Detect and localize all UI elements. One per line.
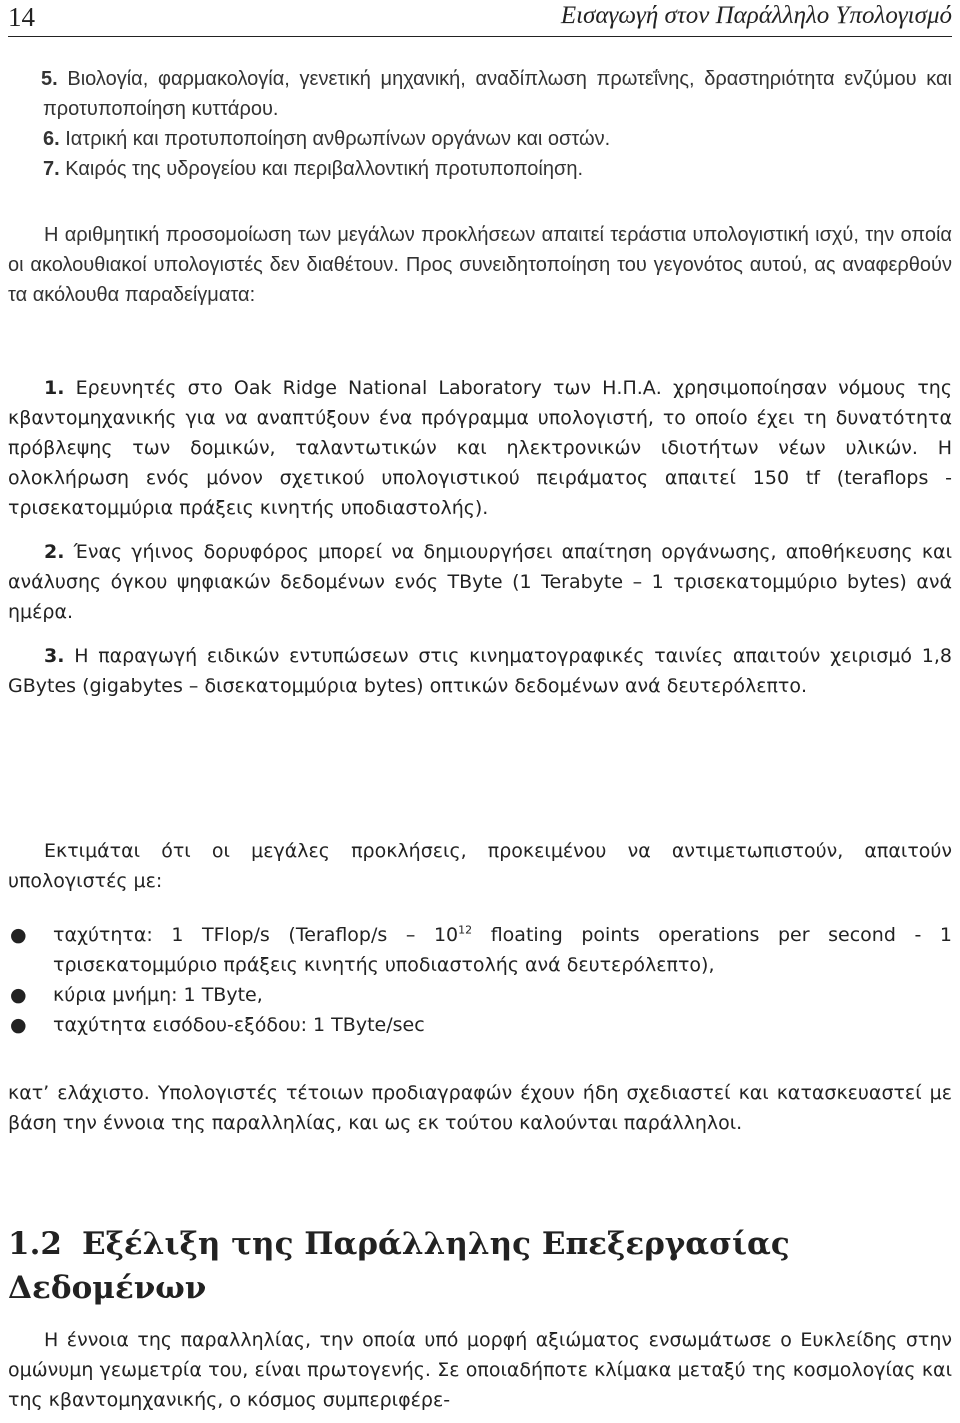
list-item: 1. Ερευνητές στο Oak Ridge National Laboratory των Η.Π.Α. χρησιμοποίησαν νόμους της κβαντομηχανικής για να αναπτύξουν ένα πρόγραμμα υπολογιστή, το οποίο έχει τη δυνατότητα πρόβλεψης των δομικών, ταλαντωτικών και ηλεκτρονικών ιδιοτήτων νέων υλικών. Η ολοκλήρωση ενός μόνον σχετικού υπολογιστικού πειράματος απαιτεί 150 tf (teraflops - τρισεκατομμύρια πράξεις κινητής υποδιαστολής). — [8, 377, 952, 519]
section-heading — [8, 1222, 952, 1310]
list-item: 5. Βιολογία, φαρμακολογία, γενετική μηχανική, αναδίπλωση πρωτεΐνης, δραστηριότητα ενζύμου και προτυποποίηση κυττάρου. — [41, 68, 953, 120]
list-item: ● ταχύτητα: 1 TFlop/s (Teraflop/s – $10^{12}$ floating points operations per second - 1 τρισεκατομμύριο πράξεις κινητής υποδιαστολής ανά δευτερόλεπτο), — [8, 920, 952, 980]
section-title: Εξέλιξη της Παράλληλης Επεξεργασίας Δεδομένων — [8, 1226, 790, 1306]
section-number: 1.2 — [8, 1226, 62, 1262]
running-title: Εισαγωγή στον Παράλληλο Υπολογισμό — [560, 2, 952, 29]
page-number: 14 — [8, 2, 35, 32]
list-item: 6. Ιατρική και προτυποποίηση ανθρωπίνων οργάνων και οστών. — [43, 128, 611, 150]
list-item: ● κύρια μνήμη: 1 TByte, — [8, 980, 952, 1010]
list-item: 2. Ένας γήινος δορυφόρος μπορεί να δημιουργήσει απαίτηση οργάνωσης, αποθήκευσης και ανάλυσης όγκου ψηφιακών δεδομένων ενός TByte (1 Terabyte – 1 τρισεκατομμύριο bytes) ανά ημέρα. — [8, 541, 953, 623]
section-paragraph: Η έννοια της παραλληλίας, την οποία υπό μορφή αξιώματος ενσωμάτωσε ο Ευκλείδης στην ομώνυμη γεωμετρία του, είναι πρωτογενής. Σε οποιαδήποτε κλίμακα μεταξύ της κοσμολογίας και της κβαντομηχανικής, ο κόσμος συμπεριφέρε- — [8, 1329, 952, 1411]
estimate-paragraph: Εκτιμάται ότι οι μεγάλες προκλήσεις, προκειμένου να αντιμετωπιστούν, απαιτούν υπολογιστές με: — [8, 840, 952, 892]
list-item: ● ταχύτητα εισόδου-εξόδου: 1 TByte/sec — [8, 1010, 952, 1040]
running-header — [8, 0, 952, 37]
list-item: 3. Η παραγωγή ειδικών εντυπώσεων στις κινηματογραφικές ταινίες απαιτούν χειρισμό 1,8 GBytes (gigabytes – δισεκατομμύρια bytes) οπτικών δεδομένων ανά δευτερόλεπτο. — [8, 645, 952, 697]
intro-paragraph: Η αριθμητική προσομοίωση των μεγάλων προκλήσεων απαιτεί τεράστια υπολογιστική ισχύ, την οποία οι ακολουθιακοί υπολογιστές δεν διαθέτουν. Προς συνειδητοποίηση του γεγονότος αυτού, ας αναφερθούν τα ακόλουθα παραδείγματα: — [8, 224, 952, 306]
requirements-list — [8, 920, 952, 1040]
bullet-icon: ● — [10, 1014, 27, 1036]
list-item: 7. Καιρός της υδρογείου και περιβαλλοντική προτυποποίηση. — [43, 158, 584, 180]
bullet-icon: ● — [10, 924, 27, 946]
top-list — [8, 64, 952, 184]
bullet-icon: ● — [10, 984, 27, 1006]
minimum-paragraph: κατ’ ελάχιστο. Υπολογιστές τέτοιων προδιαγραφών έχουν ήδη σχεδιαστεί και κατασκευαστεί με βάση την έννοια της παραλληλίας, και ως εκ τούτου καλούνται παράλληλοι. — [8, 1082, 952, 1134]
examples-list — [8, 373, 952, 701]
